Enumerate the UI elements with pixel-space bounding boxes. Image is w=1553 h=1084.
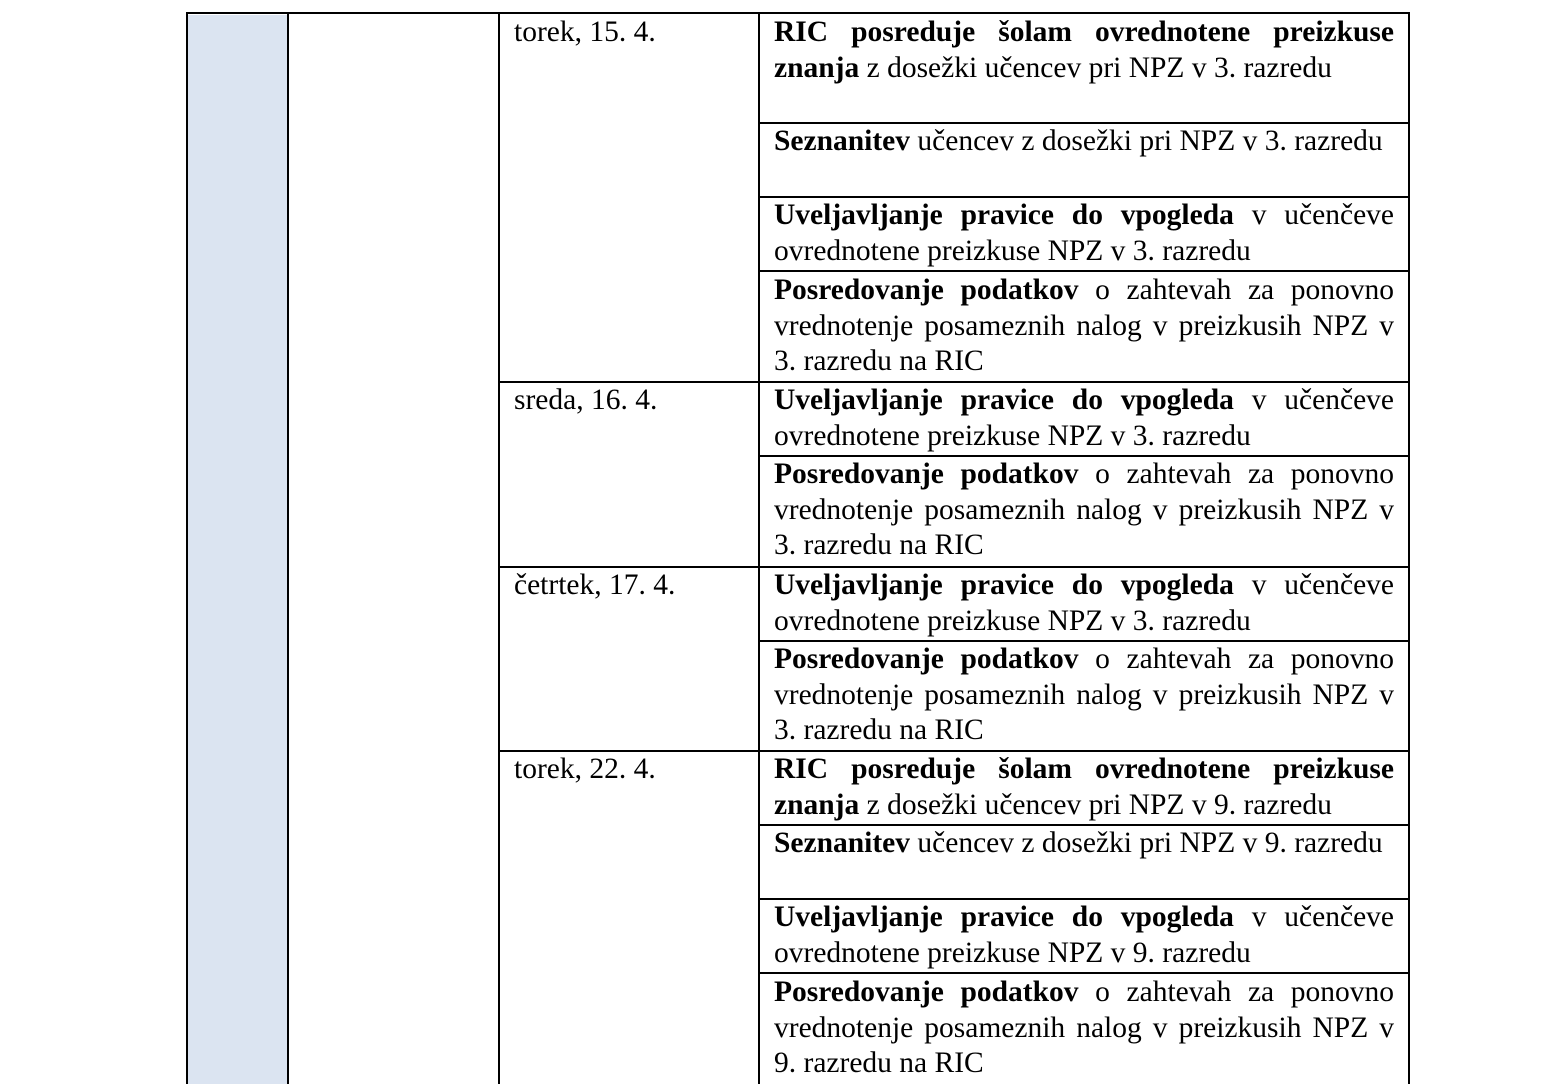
activity-cell [774,198,1394,269]
table-border-top [186,12,1410,14]
day-label: sreda, 16. 4. [514,384,658,416]
day-label: torek, 22. 4. [514,753,656,785]
activity-description: v učenčeve ovrednotene preizkuse NPZ v 9. razredu [774,901,1395,969]
table-border-left [186,13,188,1084]
table-border-right [1408,13,1410,1084]
activity-title: Posredovanje podatkov [774,976,1079,1008]
activity-description: v učenčeve ovrednotene preizkuse NPZ v 3. razredu [774,199,1395,267]
column-divider [287,13,289,1084]
activity-title: Uveljavljanje pravice do vpogleda [774,384,1234,416]
activity-title: Uveljavljanje pravice do vpogleda [774,199,1234,231]
column-divider [498,13,500,1084]
activity-description: v učenčeve ovrednotene preizkuse NPZ v 3. razredu [774,569,1395,637]
activity-cell [774,568,1394,639]
activity-description: učencev z dosežki pri NPZ v 9. razredu [910,827,1383,859]
activity-title: RIC posreduje šolam ovrednotene preizkuse znanja [774,753,1394,821]
activity-cell [774,15,1394,86]
activity-title: Uveljavljanje pravice do vpogleda [774,569,1234,601]
activity-description: o zahtevah za ponovno vrednotenje posameznih nalog v preizkusih NPZ v 9. razredu na RIC [774,976,1394,1080]
activity-description: z dosežki učencev pri NPZ v 3. razredu [859,51,1332,84]
activity-cell [774,457,1394,564]
activity-divider [758,270,1410,272]
day-label: četrtek, 17. 4. [514,569,676,601]
activity-description: z dosežki učencev pri NPZ v 9. razredu [859,788,1332,821]
activity-description: o zahtevah za ponovno vrednotenje posameznih nalog v preizkusih NPZ v 3. razredu na RIC [774,643,1394,747]
activity-description: učencev z dosežki pri NPZ v 3. razredu [910,125,1383,157]
activity-description: v učenčeve ovrednotene preizkuse NPZ v 3. razredu [774,384,1395,452]
activity-title: Posredovanje podatkov [774,458,1079,490]
activity-title: Seznanitev [774,125,911,157]
activity-cell [774,826,1394,862]
activity-title: RIC posreduje šolam ovrednotene preizkuse znanja [774,16,1394,84]
activity-cell [774,642,1394,749]
activity-cell [774,752,1394,823]
activity-title: Posredovanje podatkov [774,643,1079,675]
activity-cell [774,124,1394,160]
activity-cell [774,273,1394,380]
column-divider [758,13,760,1084]
activity-description: o zahtevah za ponovno vrednotenje posameznih nalog v preizkusih NPZ v 3. razredu na RIC [774,274,1394,378]
activity-title: Uveljavljanje pravice do vpogleda [774,901,1234,933]
day-label: torek, 15. 4. [514,16,656,48]
activity-cell [774,383,1394,454]
activity-title: Seznanitev [774,827,911,859]
shaded-first-column [188,15,287,1084]
activity-title: Posredovanje podatkov [774,274,1079,306]
activity-divider [758,972,1410,974]
activity-description: o zahtevah za ponovno vrednotenje posameznih nalog v preizkusih NPZ v 3. razredu na RIC [774,458,1394,562]
activity-cell [774,975,1394,1082]
activity-cell [774,900,1394,971]
